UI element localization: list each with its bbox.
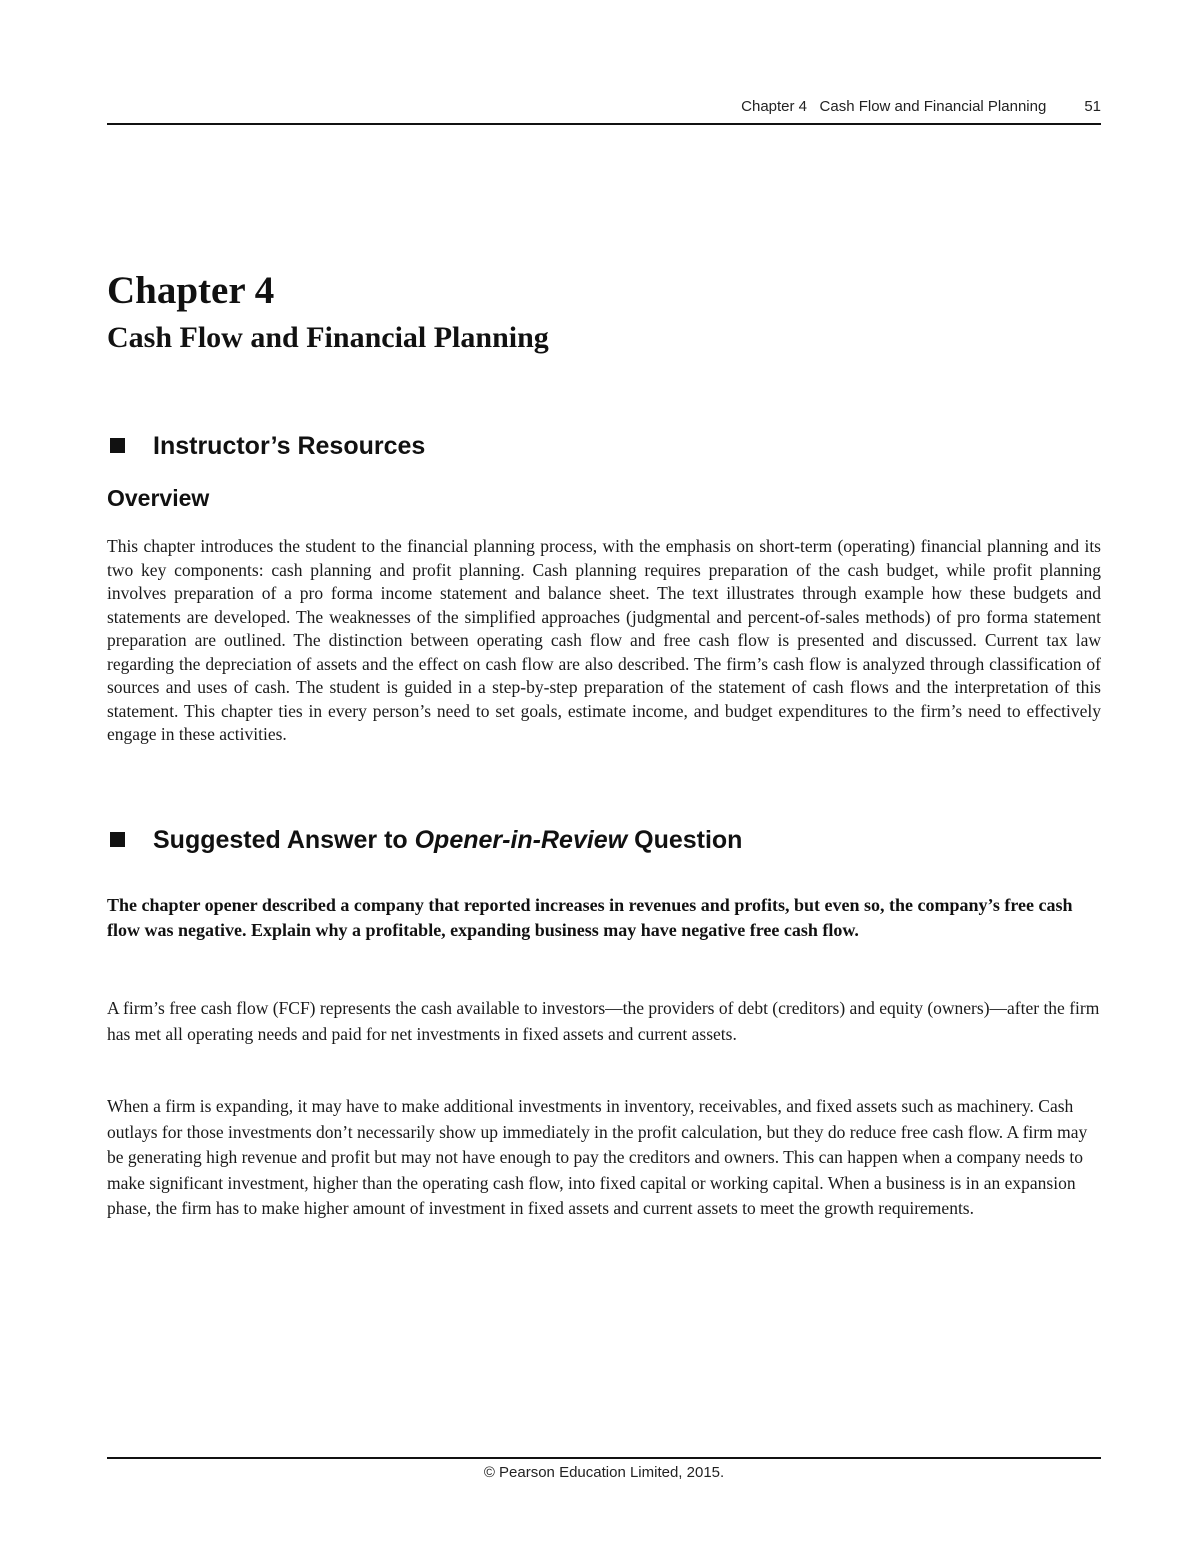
- section-heading-suffix: Question: [627, 826, 743, 854]
- running-header: [741, 98, 1101, 115]
- overview-paragraph: This chapter introduces the student to the financial planning process, with the emphasis on short-term (operating) financial planning and its two key components: cash planning and profit planning. Cash planning requires preparation of the cash budget, while profit planning involves preparation of a pro forma income statement and balance sheet. The text illustrates through example how these budgets and statements are developed. The weaknesses of the simplified approaches (judgmental and percent-of-sales methods) of pro forma statement preparation are outlined. The distinction between operating cash flow and free cash flow is presented and discussed. Current tax law regarding the depreciation of assets and the effect on cash flow are also described. The firm’s cash flow is analyzed through classification of sources and uses of cash. The student is guided in a step-by-step preparation of the statement of cash flows and the interpretation of this statement. This chapter ties in every person’s need to set goals, estimate income, and budget expenditures to the firm’s need to effectively engage in these activities.: [107, 536, 1101, 744]
- copyright-footer: © Pearson Education Limited, 2015.: [483, 1464, 725, 1481]
- section-heading-text: Instructor’s Resources: [153, 432, 426, 460]
- black-square-icon: [110, 832, 125, 847]
- page-number: 51: [1084, 98, 1101, 115]
- answer-paragraph: When a firm is expanding, it may have to make additional investments in inventory, receivables, and fixed assets such as machinery. Cash outlays for those investments don’t necessarily show up immediately in the profit calculation, but they do reduce free cash flow. A firm may be generating high revenue and profit but may not have enough to pay the creditors and owners. This can happen when a company needs to make significant investment, higher than the operating cash flow, into fixed capital or working capital. When a business is in an expansion phase, the firm has to make higher amount of investment in fixed assets and current assets to meet the growth requirements.: [107, 1096, 1088, 1218]
- answer-paragraph: A firm’s free cash flow (FCF) represents the cash available to investors—the providers of debt (creditors) and equity (owners)—after the firm has met all operating needs and paid for net investments in fixed assets and current assets.: [107, 998, 1100, 1044]
- running-header-title: Chapter 4 Cash Flow and Financial Planning: [741, 98, 1047, 115]
- section-heading-italic: Opener-in-Review: [414, 826, 628, 854]
- section-heading-instructors-resources: [107, 430, 425, 462]
- document-page: [107, 0, 1101, 1553]
- footer-rule: [107, 1457, 1101, 1459]
- section-heading-opener-in-review: [107, 824, 742, 856]
- chapter-number: Chapter 4: [107, 269, 275, 312]
- black-square-icon: [110, 438, 125, 453]
- section-heading-prefix: Suggested Answer to: [153, 826, 415, 854]
- overview-heading: Overview: [107, 485, 210, 511]
- opener-question: The chapter opener described a company that reported increases in revenues and profits, but even so, the company’s free cash flow was negative. Explain why a profitable, expanding business may have negative free cash flow.: [107, 895, 1073, 940]
- chapter-title: Cash Flow and Financial Planning: [107, 321, 549, 354]
- header-rule: [107, 123, 1101, 125]
